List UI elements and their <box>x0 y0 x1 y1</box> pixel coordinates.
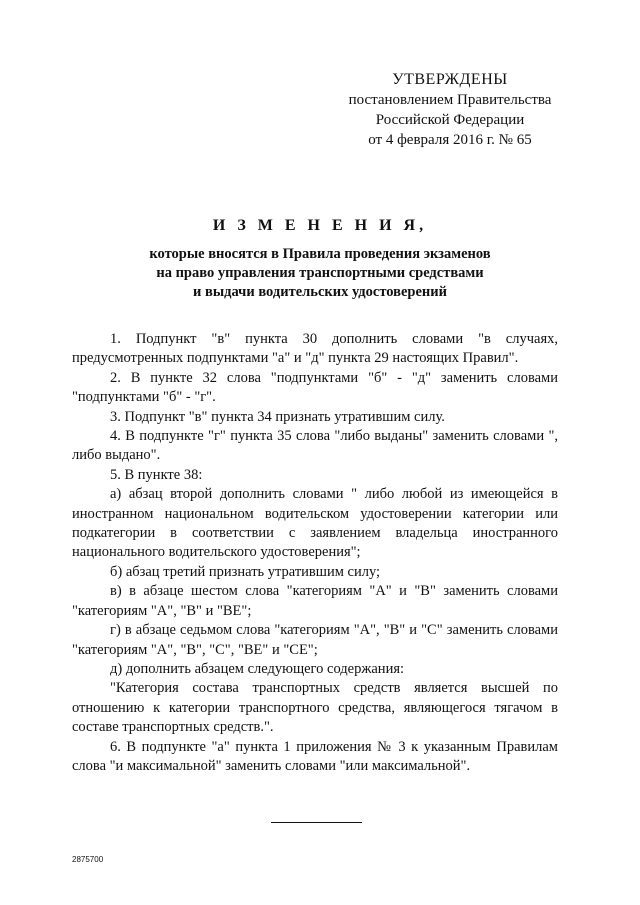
heading-subtitle <box>0 245 640 302</box>
paragraph: 6. В подпункте "а" пункта 1 приложения № 3 к указанным Правилам слова "и максимальной" заменить словами "или максимальной". <box>72 738 558 774</box>
paragraph: 1. Подпункт "в" пункта 30 дополнить словами "в случаях, предусмотренных подпунктами "а" и "д" пункта 29 настоящих Правил". <box>72 331 558 367</box>
heading-subtitle-line: которые вносятся в Правила проведения экзаменов <box>149 246 491 262</box>
paragraph: а) абзац второй дополнить словами " либо любой из имеющейся в иностранном национальном водительском удостоверении категории или подкатегории в соответствии с заявлением владельца иностранного национального водительского удостоверения"; <box>72 486 558 561</box>
paragraph: г) в абзаце седьмом слова "категориям "А", "В" и "С" заменить словами "категориям "А", "В", "С", "ВЕ" и "СЕ"; <box>72 622 558 658</box>
divider-line <box>271 822 362 823</box>
paragraph: в) в абзаце шестом слова "категориям "А" и "В" заменить словами "категориям "А", "В" и "ВЕ"; <box>72 583 558 619</box>
approval-date-line: от 4 февраля 2016 г. № 65 <box>368 132 532 148</box>
paragraph: б) абзац третий признать утратившим силу; <box>110 563 381 580</box>
approval-block <box>300 70 600 150</box>
heading-subtitle-line: на право управления транспортными средствами <box>156 265 484 281</box>
paragraph: 5. В пункте 38: <box>110 466 203 483</box>
document-body <box>72 330 558 776</box>
paragraph: д) дополнить абзацем следующего содержания: <box>110 660 405 677</box>
paragraph: 2. В пункте 32 слова "подпунктами "б" - "д" заменить словами "подпунктами "б" - "г". <box>72 369 558 406</box>
document-heading <box>0 215 640 302</box>
approval-line: постановлением Правительства <box>348 92 552 108</box>
heading-title: И З М Е Н Е Н И Я, <box>212 217 428 234</box>
heading-subtitle-line: и выдачи водительских удостоверений <box>193 284 447 300</box>
approval-line: Российской Федерации <box>375 112 525 128</box>
paragraph: "Категория состава транспортных средств является высшей по отношению к категории транспортного средства, являющегося тягачом в составе транспортных средств.". <box>72 680 558 736</box>
approval-title: УТВЕРЖДЕНЫ <box>392 71 508 88</box>
paragraph: 3. Подпункт "в" пункта 34 признать утратившим силу. <box>110 408 445 425</box>
document-code: 2875700 <box>72 855 104 864</box>
paragraph: 4. В подпункте "г" пункта 35 слова "либо выданы" заменить словами ", либо выдано". <box>72 428 558 464</box>
